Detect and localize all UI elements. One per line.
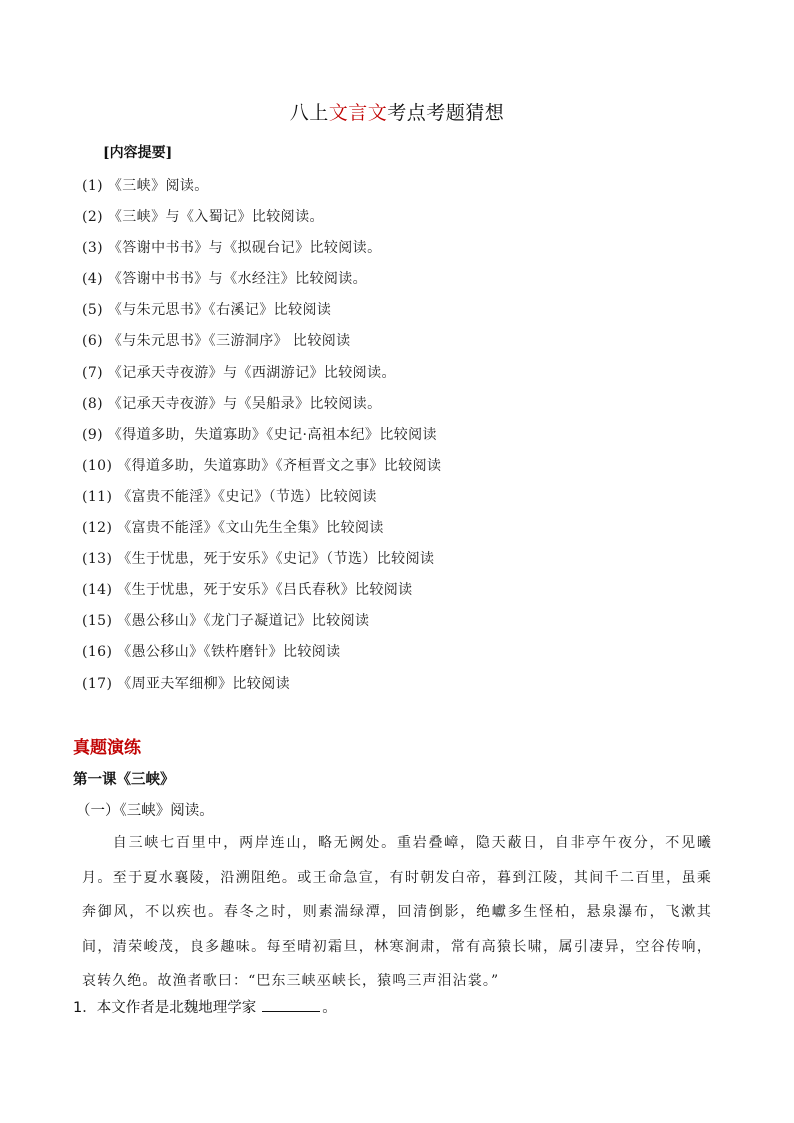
contents-item: (2) 《三峡》与《入蜀记》比较阅读。 <box>82 209 324 226</box>
contents-item: (6) 《与朱元思书》《三游洞序》 比较阅读 <box>82 333 351 350</box>
contents-item: (7) 《记承天寺夜游》与《西湖游记》比较阅读。 <box>82 364 396 381</box>
contents-item: (12) 《富贵不能淫》《文山先生全集》比较阅读 <box>82 520 384 537</box>
contents-item: (1) 《三峡》阅读。 <box>82 178 209 194</box>
contents-item: (9) 《得道多助，失道寡助》《史记·高祖本纪》比较阅读 <box>82 426 437 443</box>
title-highlight: 文言文 <box>328 102 388 124</box>
question-end: 。 <box>322 1000 337 1016</box>
contents-item: (5) 《与朱元思书》《右溪记》比较阅读 <box>82 302 332 319</box>
contents-item: (13) 《生于忧患，死于安乐》《史记》（节选）比较阅读 <box>82 551 435 568</box>
summary-heading: [内容提要] <box>103 145 173 161</box>
passage-text: 自三峡七百里中，两岸连山，略无阙处。重岩叠嶂，隐天蔽日，自非亭午夜分，不见曦月。至于夏水襄陵，沿溯阻绝。或王命急宣，有时朝发白帝，暮到江陵，其间千二百里，虽乘奔御风，不以疾也。春冬之时，则素湍绿潭，回清倒影，绝巘多生怪柏，悬泉瀑布，飞漱其间，清荣峻茂，良多趣味。每至晴初霜旦，林寒涧肃，常有高猿长啸，属引凄异，空谷传响，哀转久绝。故渔者歌曰：“巴东三峡巫峡长，猿鸣三声泪沾裳。” <box>82 835 712 989</box>
contents-item: (3) 《答谢中书书》与《拟砚台记》比较阅读。 <box>82 240 382 257</box>
contents-item: (10) 《得道多助，失道寡助》《齐桓晋文之事》比较阅读 <box>82 457 442 474</box>
contents-item: (17) 《周亚夫军细柳》比较阅读 <box>82 675 290 692</box>
contents-list <box>82 172 722 701</box>
section-heading: 真题演练 <box>73 738 141 758</box>
contents-item: (4) 《答谢中书书》与《水经注》比较阅读。 <box>82 271 368 288</box>
contents-item: (8) 《记承天寺夜游》与《吴船录》比较阅读。 <box>82 395 382 412</box>
title-part-1: 八上 <box>289 102 329 124</box>
contents-item: (14) 《生于忧患，死于安乐》《吕氏春秋》比较阅读 <box>82 582 413 599</box>
title-part-2: 考点考题猜想 <box>387 102 505 124</box>
question-text: 1．本文作者是北魏地理学家 <box>73 1000 257 1016</box>
page-title <box>0 98 794 125</box>
question-1 <box>73 996 337 1017</box>
contents-item: (16) 《愚公移山》《铁杵磨针》比较阅读 <box>82 644 341 661</box>
contents-item: (15) 《愚公移山》《龙门子凝道记》比较阅读 <box>82 613 370 630</box>
reading-sub-heading: （一）《三峡》阅读。 <box>76 803 214 819</box>
answer-blank[interactable] <box>262 997 320 1012</box>
contents-item: (11) 《富贵不能淫》《史记》（节选）比较阅读 <box>82 488 377 505</box>
lesson-title: 第一课《三峡》 <box>73 772 175 788</box>
